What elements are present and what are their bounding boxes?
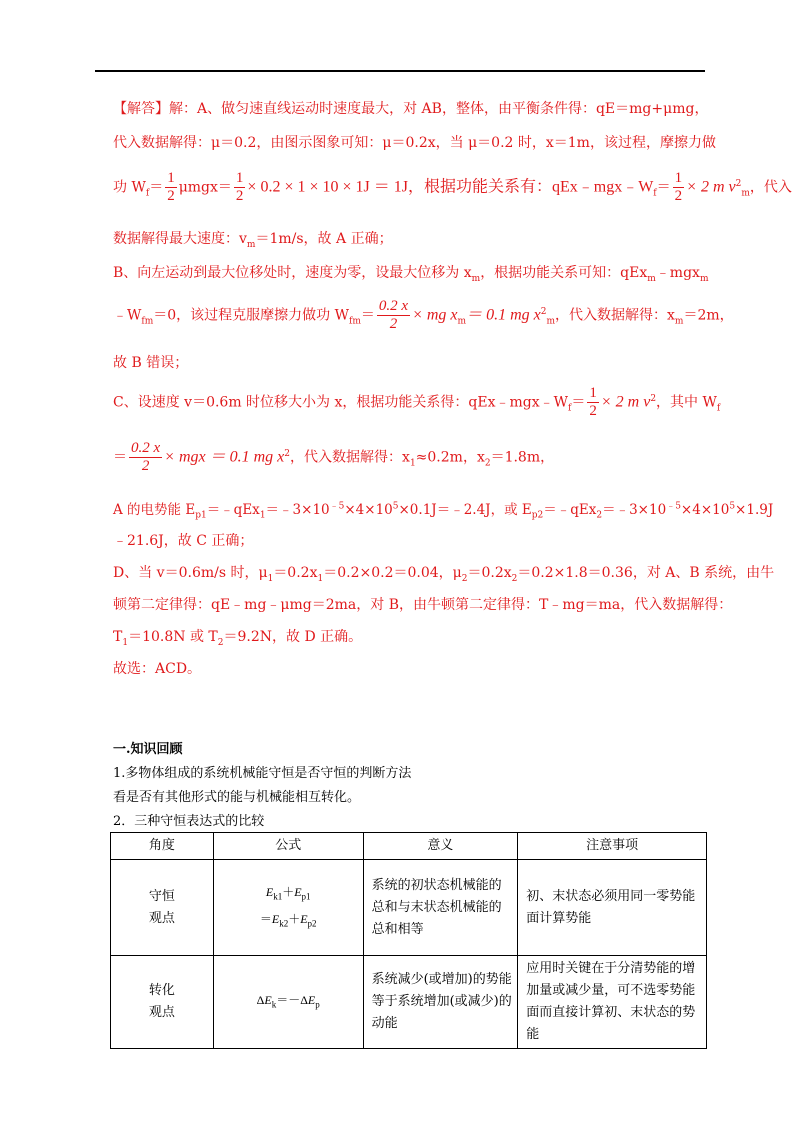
answer-line-14: $T_1=10.8N$ 或 $T_2=9.2N$，故 D 正确。 (113, 629, 363, 648)
fraction: $\frac{1}{2}$ (167, 170, 175, 204)
answer-line-13: 顿第二定律得：qE﹣mg﹣μmg＝2ma，对 B，由牛顿第二定律得：T﹣mg＝ma，代入数据解得： (113, 597, 733, 613)
answer-line-11: ﹣21.6J，故 C 正确； (113, 533, 254, 549)
table-cell-angle: 转化 观点 (111, 956, 214, 1049)
answer-line-1: 【解答】解：A、做匀速直线运动时速度最大，对 AB，整体，由平衡条件得：qE＝mg+μmg， (113, 101, 709, 117)
answer-line-10: A 的电势能 $E_{p1}=﹣qEx_1=﹣3\times 10^{﹣5}\times 4\times 10^5\times 0.1J=﹣2.4J$，或 $E_{p2}=﹣qEx_2=﹣3\times 10^{﹣5}\times 4\times 10^5\times 1.9J$ (113, 501, 774, 521)
table-cell-formula: $\Delta E_k=-\Delta E_p$ (213, 956, 363, 1049)
answer-line-7: 故 B 错误； (113, 355, 189, 371)
table-header: 注意事项 (518, 833, 707, 860)
header-rule (95, 70, 705, 72)
answer-line-12: D、当 v＝0.6m/s 时，$\mu_1=0.2x_1=0.2\times 0.2=0.04$，$\mu_2=0.2x_2=0.2\times 1.8=0.36$，对 A、B 系统，由牛 (113, 565, 775, 584)
review-p3: 2．三种守恒表达式的比较 (113, 814, 265, 829)
answer-line-3: 功 $W_f=$ $\frac{1}{2}$ μmgx＝ $\frac{1}{2}$ × 0.2 × 1 × 10 × 1J ＝ 1J，根据功能关系有：$qEx﹣mgx﹣W_f=$ $\frac{1}{2}$ × 2 m $v^2_m$，代入 (113, 170, 792, 204)
table-header: 公式 (213, 833, 363, 860)
table-cell-note: 应用时关键在于分清势能的增加量或减少量，可不选零势能面而直接计算初、末状态的势能 (518, 956, 707, 1049)
review-p2: 看是否有其他形式的能与机械能相互转化。 (113, 790, 361, 805)
fraction: $\frac{0.2 x}{2}$ (378, 298, 409, 332)
fraction: $\frac{1}{2}$ (235, 170, 244, 204)
table-row (111, 956, 707, 1049)
table-cell-meaning: 系统的初状态机械能的总和与末状态机械能的总和相等 (363, 860, 518, 956)
answer-line-8: C、设速度 v＝0.6m 时位移大小为 x，根据功能关系得：$qEx﹣mgx﹣W_f=$ $\frac{1}{2}$ × 2 m $v^2$，其中 $W_f$ (113, 385, 721, 419)
table-cell-note: 初、末状态必须用同一零势能面计算势能 (518, 860, 707, 956)
table-header: 意义 (363, 833, 518, 860)
table-cell-meaning: 系统减少(或增加)的势能等于系统增加(或减少)的动能 (363, 956, 518, 1049)
answer-line-2: 代入数据解得：μ＝0.2，由图示图象可知：μ＝0.2x，当 μ＝0.2 时，x＝1m，该过程，摩擦力做 (113, 135, 716, 151)
table-cell-formula: $E_{k1}+E_{p1}$ $=E_{k2}+E_{p2}$ (213, 860, 363, 956)
answer-line-5: B、向左运动到最大位移处时，速度为零，设最大位移为 $x_m$，根据功能关系可知：qEx$_m$﹣mgx$_m$ (113, 265, 709, 284)
table-row (111, 860, 707, 956)
review-title: 一.知识回顾 (113, 742, 183, 757)
table-cell-angle: 守恒 观点 (111, 860, 214, 956)
table-header-row (111, 833, 707, 860)
comparison-table (110, 832, 707, 1049)
answer-line-4: 数据解得最大速度：$v_m=1m/s$，故 A 正确； (113, 231, 393, 250)
fraction: $\frac{1}{2}$ (589, 385, 597, 419)
fraction: $\frac{1}{2}$ (674, 170, 683, 204)
answer-line-15: 故选：ACD。 (113, 661, 202, 677)
table-header: 角度 (111, 833, 214, 860)
answer-line-9: ＝ $\frac{0.2 x}{2}$ × mgx ＝ 0.1 mg $x^2$，代入数据解得：$x_1\approx 0.2m$，$x_2=1.8m$， (113, 440, 555, 474)
answer-line-6: $﹣W_{fm}=0$，该过程克服摩擦力做功 $W_{fm}=$ $\frac{0.2 x}{2}$ × mg $x_m= 0.1$ mg $x^2_m$，代入数据解得：$x_m=2m$， (113, 298, 734, 332)
answer-tag: 【解答】 (113, 101, 169, 117)
review-p1: 1.多物体组成的系统机械能守恒是否守恒的判断方法 (113, 766, 412, 781)
fraction: $\frac{0.2 x}{2}$ (131, 440, 161, 474)
